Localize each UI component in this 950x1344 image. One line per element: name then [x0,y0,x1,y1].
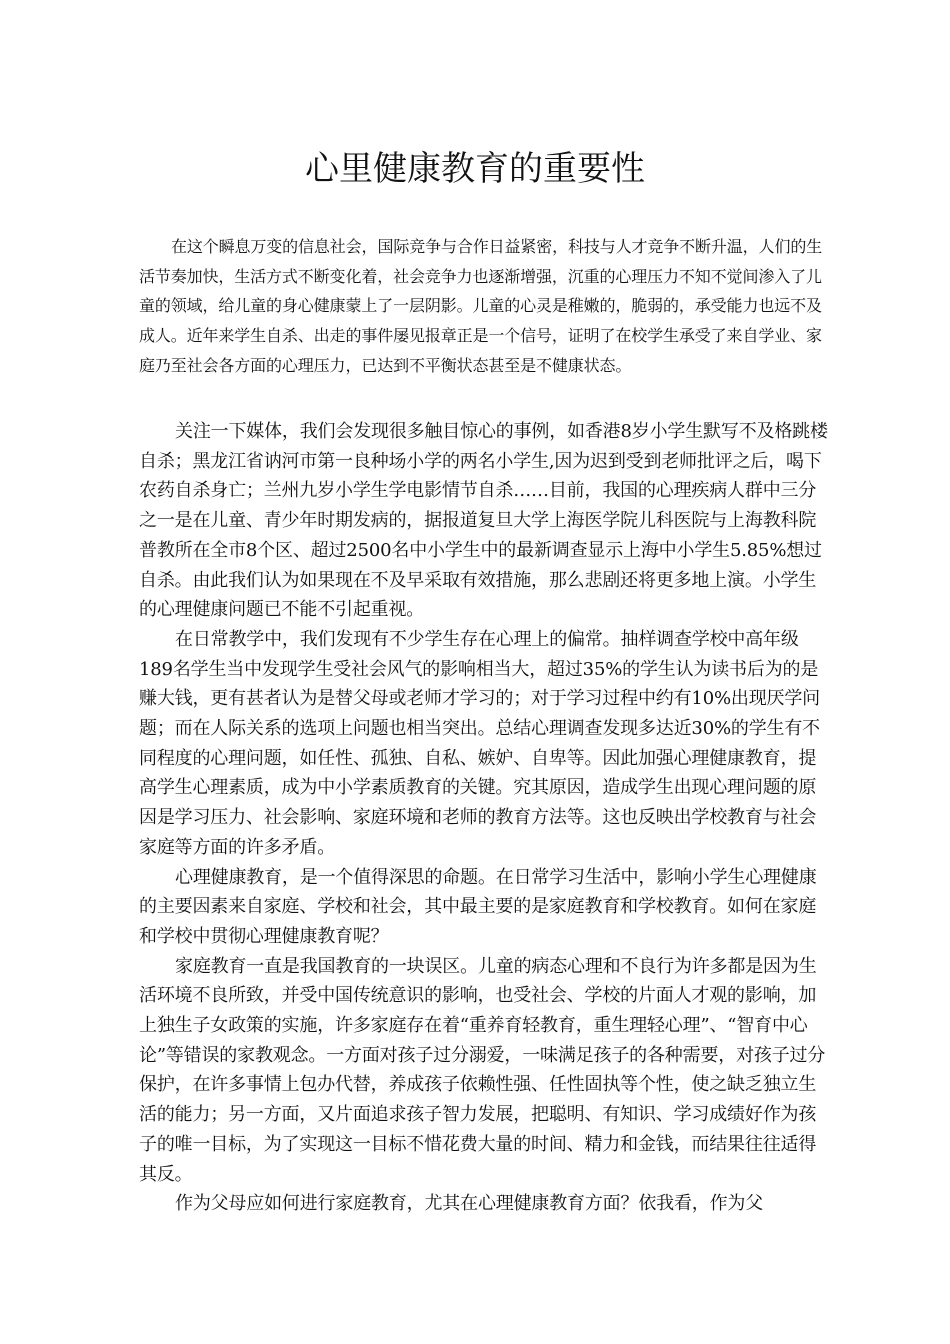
body-paragraph: 作为父母应如何进行家庭教育，尤其在心理健康教育方面？依我看，作为父 [175,1193,764,1215]
body-paragraph: 关注一下媒体，我们会发现很多触目惊心的事例，如香港8岁小学生默写不及格跳楼自杀；黑龙江省讷河市第一良种场小学的两名小学生,因为迟到受到老师批评之后，喝下农药自杀身亡；兰州九岁小学生学电影情节自杀……目前，我国的心理疾病人群中三分之一是在儿童、青少年时期发病的，据报道复旦大学上海医学院儿科医院与上海教科院普教所在全市8个区、超过2500名中小学生中的最新调查显示上海中小学生5.85%想过自杀。由此我们认为如果现在不及早采取有效措施，那么悲剧还将更多地上演。小学生的心理健康问题已不能不引起重视。 [139,421,828,621]
body-paragraph: 家庭教育一直是我国教育的一块误区。儿童的病态心理和不良行为许多都是因为生活环境不良所致，并受中国传统意识的影响，也受社会、学校的片面人才观的影响，加上独生子女政策的实施，许多家庭存在着“重养育轻教育，重生理轻心理”、“智育中心论”等错误的家教观念。一方面对孩子过分溺爱，一味满足孩子的各种需要，对孩子过分保护，在许多事情上包办代替，养成孩子依赖性强、任性固执等个性，使之缺乏独立生活的能力；另一方面，又片面追求孩子智力发展，把聪明、有知识、学习成绩好作为孩子的唯一目标，为了实现这一目标不惜花费大量的时间、精力和金钱，而结果往往适得其反。 [139,955,826,1185]
intro-paragraph: 在这个瞬息万变的信息社会，国际竞争与合作日益紧密，科技与人才竞争不断升温，人们的生活节奏加快，生活方式不断变化着，社会竞争力也逐渐增强，沉重的心理压力不知不觉间渗入了儿童的领域，给儿童的身心健康蒙上了一层阴影。儿童的心灵是稚嫩的，脆弱的，承受能力也远不及成人。近年来学生自杀、出走的事件屡见报章正是一个信号，证明了在校学生承受了来自学业、家庭乃至社会各方面的心理压力，已达到不平衡状态甚至是不健康状态。 [139,237,823,375]
body-paragraph: 心理健康教育，是一个值得深思的命题。在日常学习生活中，影响小学生心理健康的主要因素来自家庭、学校和社会，其中最主要的是家庭教育和学校教育。如何在家庭和学校中贯彻心理健康教育呢？ [139,866,817,947]
document-title: 心里健康教育的重要性 [305,149,645,189]
body-paragraph: 在日常教学中，我们发现有不少学生存在心理上的偏常。抽样调查学校中高年级189名学生当中发现学生受社会风气的影响相当大，超过35%的学生认为读书后为的是赚大钱，更有甚者认为是替父母或老师才学习的；对于学习过程中约有10%出现厌学问题；而在人际关系的选项上问题也相当突出。总结心理调查发现多达近30%的学生有不同程度的心理问题，如任性、孤独、自私、嫉妒、自卑等。因此加强心理健康教育，提高学生心理素质，成为中小学素质教育的关键。究其原因，造成学生出现心理问题的原因是学习压力、社会影响、家庭环境和老师的教育方法等。这也反映出学校教育与社会家庭等方面的许多矛盾。 [139,628,820,858]
document-body [139,417,829,1219]
